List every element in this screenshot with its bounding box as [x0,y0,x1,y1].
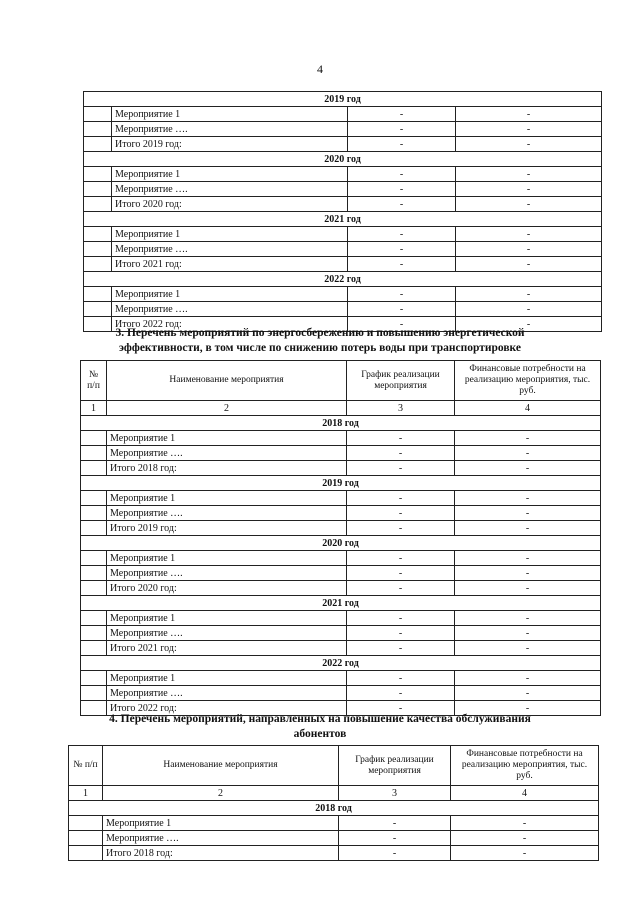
table-row [81,686,601,701]
table-row [81,521,601,536]
activity-name: Итого 2021 год: [112,257,348,272]
activity-name: Итого 2020 год: [112,197,348,212]
section-4-title [0,712,640,742]
table-row [69,846,599,861]
year-label: 2021 год [81,596,601,611]
year-row [81,596,601,611]
finance-value: - [456,197,602,212]
finance-value: - [456,257,602,272]
row-number-cell [81,566,107,581]
schedule-value: - [339,846,451,861]
header-num: № п/п [81,361,107,401]
activity-name: Итого 2019 год: [107,521,347,536]
activity-name: Мероприятие …. [112,242,348,257]
finance-value: - [455,686,601,701]
schedule-value: - [347,446,455,461]
schedule-value: - [348,257,456,272]
activity-name: Мероприятие 1 [107,611,347,626]
schedule-value: - [347,491,455,506]
activity-name: Мероприятие …. [107,506,347,521]
schedule-value: - [347,671,455,686]
row-number-cell [81,461,107,476]
finance-value: - [455,641,601,656]
year-row [84,92,602,107]
header-num: № п/п [69,746,103,786]
finance-value: - [455,581,601,596]
schedule-value: - [347,461,455,476]
finance-value: - [456,287,602,302]
finance-value: - [456,227,602,242]
schedule-value: - [347,431,455,446]
table-continuation [83,91,602,332]
schedule-value: - [348,182,456,197]
header-finance: Финансовые потребности на реализацию мероприятия, тыс. руб. [455,361,601,401]
schedule-value: - [347,566,455,581]
year-row [81,476,601,491]
year-row [69,801,599,816]
row-number-cell [81,686,107,701]
schedule-value: - [348,287,456,302]
finance-value: - [456,182,602,197]
schedule-value: - [347,641,455,656]
row-number-cell [69,846,103,861]
header-finance: Финансовые потребности на реализацию мероприятия, тыс. руб. [451,746,599,786]
activity-name: Мероприятие …. [103,831,339,846]
finance-value: - [455,566,601,581]
schedule-value: - [347,626,455,641]
section-3-title-line-2: эффективности, в том числе по снижению потерь воды при транспортировке [119,342,521,354]
page-number: 4 [317,62,323,76]
activity-name: Мероприятие …. [107,566,347,581]
header-schedule: График реализации мероприятия [339,746,451,786]
table-section-3 [80,360,601,716]
table-row [84,137,602,152]
table-row [81,461,601,476]
table-row [81,626,601,641]
activity-name: Итого 2022 год: [107,701,347,716]
row-number-cell [84,257,112,272]
schedule-value: - [348,227,456,242]
year-label: 2022 год [84,272,602,287]
row-number-cell [84,242,112,257]
activity-name: Мероприятие 1 [112,287,348,302]
table-row [81,566,601,581]
activity-name: Мероприятие …. [107,446,347,461]
table-row [84,122,602,137]
row-number-cell [84,197,112,212]
finance-value: - [455,431,601,446]
row-number-cell [84,122,112,137]
schedule-value: - [348,242,456,257]
row-number-cell [84,167,112,182]
schedule-value: - [348,317,456,332]
table-row [81,581,601,596]
table-row [81,491,601,506]
year-label: 2022 год [81,656,601,671]
schedule-value: - [348,197,456,212]
table-row [81,671,601,686]
section-4-title-line-2: абонентов [293,728,347,740]
column-number: 2 [107,401,347,416]
schedule-value: - [347,611,455,626]
year-row [81,656,601,671]
table-row [84,257,602,272]
finance-value: - [456,317,602,332]
activity-name: Мероприятие 1 [107,491,347,506]
activity-name: Итого 2019 год: [112,137,348,152]
column-number-row [81,401,601,416]
row-number-cell [84,107,112,122]
year-label: 2019 год [81,476,601,491]
activity-name: Мероприятие 1 [107,671,347,686]
schedule-value: - [348,167,456,182]
row-number-cell [81,446,107,461]
finance-value: - [451,816,599,831]
finance-value: - [456,302,602,317]
finance-value: - [456,107,602,122]
schedule-value: - [347,551,455,566]
activity-name: Мероприятие …. [112,182,348,197]
row-number-cell [81,611,107,626]
column-number: 3 [347,401,455,416]
row-number-cell [81,491,107,506]
table-row [81,446,601,461]
activity-name: Мероприятие 1 [107,551,347,566]
row-number-cell [81,671,107,686]
row-number-cell [84,287,112,302]
column-number: 2 [103,786,339,801]
table-section-4 [68,745,599,861]
finance-value: - [455,701,601,716]
table-row [81,551,601,566]
activity-name: Итого 2020 год: [107,581,347,596]
activity-name: Итого 2022 год: [112,317,348,332]
schedule-value: - [347,521,455,536]
year-label: 2018 год [81,416,601,431]
finance-value: - [455,446,601,461]
table-row [81,431,601,446]
activity-name: Итого 2021 год: [107,641,347,656]
table-row [84,167,602,182]
table-row [69,816,599,831]
schedule-value: - [339,816,451,831]
table-row [69,831,599,846]
finance-value: - [456,242,602,257]
schedule-value: - [348,302,456,317]
schedule-value: - [347,581,455,596]
section-4-title-line-1: 4. Перечень мероприятий, направленных на повышение качества обслуживания [109,713,531,725]
table-row [84,182,602,197]
row-number-cell [81,506,107,521]
column-number: 3 [339,786,451,801]
column-number: 4 [451,786,599,801]
section-3-title-line-1: 3. Перечень мероприятий по энергосбережению и повышению энергетической [115,327,525,339]
year-row [84,272,602,287]
row-number-cell [81,521,107,536]
year-label: 2021 год [84,212,602,227]
row-number-cell [84,182,112,197]
row-number-cell [84,137,112,152]
activity-name: Мероприятие 1 [112,107,348,122]
header-schedule: График реализации мероприятия [347,361,455,401]
activity-name: Мероприятие …. [107,626,347,641]
column-number-row [69,786,599,801]
finance-value: - [455,611,601,626]
schedule-value: - [347,686,455,701]
table-row [81,611,601,626]
finance-value: - [455,506,601,521]
year-label: 2020 год [84,152,602,167]
row-number-cell [69,831,103,846]
activity-name: Итого 2018 год: [103,846,339,861]
activity-name: Мероприятие …. [112,302,348,317]
finance-value: - [456,122,602,137]
schedule-value: - [348,107,456,122]
table-row [84,302,602,317]
activity-name: Итого 2018 год: [107,461,347,476]
table-row [81,506,601,521]
finance-value: - [455,551,601,566]
schedule-value: - [347,506,455,521]
finance-value: - [456,167,602,182]
finance-value: - [455,491,601,506]
finance-value: - [455,461,601,476]
table-row [84,197,602,212]
schedule-value: - [348,122,456,137]
year-label: 2020 год [81,536,601,551]
finance-value: - [455,626,601,641]
table-header-row [81,361,601,401]
table-row [84,227,602,242]
table-header-row [69,746,599,786]
activity-name: Мероприятие 1 [112,227,348,242]
activity-name: Мероприятие …. [107,686,347,701]
schedule-value: - [347,701,455,716]
year-label: 2018 год [69,801,599,816]
table-row [84,107,602,122]
finance-value: - [451,831,599,846]
activity-name: Мероприятие …. [112,122,348,137]
activity-name: Мероприятие 1 [112,167,348,182]
row-number-cell [69,816,103,831]
table-row [84,287,602,302]
header-name: Наименование мероприятия [103,746,339,786]
table-row [81,641,601,656]
header-name: Наименование мероприятия [107,361,347,401]
schedule-value: - [339,831,451,846]
finance-value: - [455,671,601,686]
year-row [84,212,602,227]
column-number: 1 [81,401,107,416]
column-number: 1 [69,786,103,801]
year-label: 2019 год [84,92,602,107]
row-number-cell [81,431,107,446]
section-3-title [0,326,640,356]
table-row [84,242,602,257]
year-row [81,536,601,551]
finance-value: - [451,846,599,861]
row-number-cell [84,302,112,317]
year-row [84,152,602,167]
row-number-cell [81,641,107,656]
row-number-cell [81,581,107,596]
row-number-cell [84,227,112,242]
finance-value: - [455,521,601,536]
schedule-value: - [348,137,456,152]
column-number: 4 [455,401,601,416]
finance-value: - [456,137,602,152]
activity-name: Мероприятие 1 [107,431,347,446]
row-number-cell [81,551,107,566]
activity-name: Мероприятие 1 [103,816,339,831]
row-number-cell [81,626,107,641]
year-row [81,416,601,431]
